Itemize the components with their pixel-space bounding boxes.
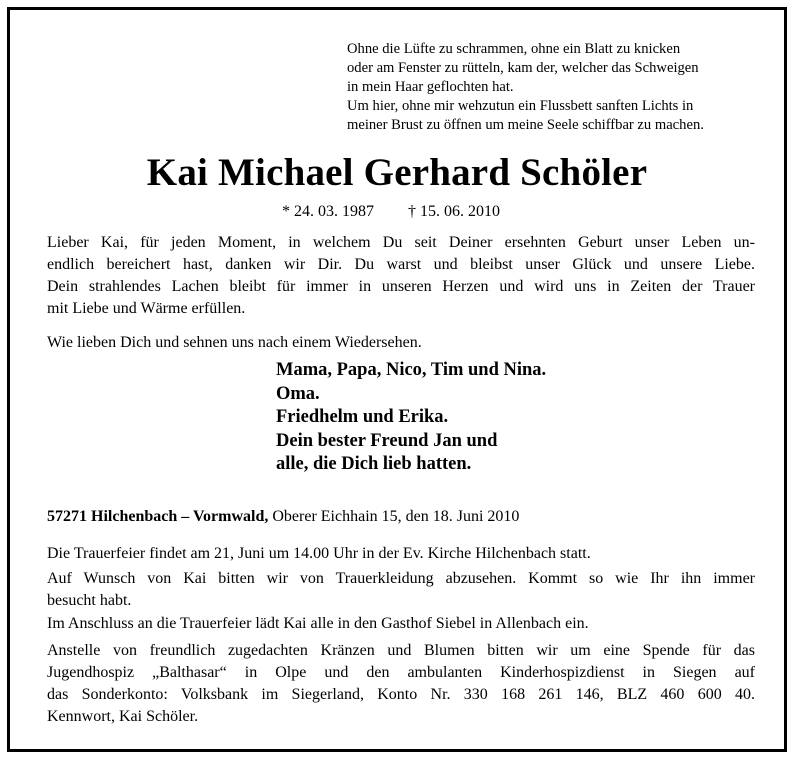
address-line bbox=[47, 506, 755, 528]
donation-line: das Sonderkonto: Volksbank im Siegerland, Konto Nr. 330 168 261 146, BLZ 460 600 40. bbox=[47, 686, 755, 703]
clothing-line: besucht habt. bbox=[47, 592, 132, 609]
mourner-line: alle, die Dich lieb hatten. bbox=[276, 454, 472, 474]
mourner-line: Oma. bbox=[276, 383, 320, 404]
deceased-name: Kai Michael Gerhard Schöler bbox=[146, 151, 648, 194]
poem-line: in mein Haar geflochten hat. bbox=[347, 79, 514, 95]
death-date: † 15. 06. 2010 bbox=[408, 203, 500, 220]
mourner-line: Friedhelm und Erika. bbox=[276, 407, 449, 427]
address-place: 57271 Hilchenbach – Vormwald, bbox=[47, 508, 269, 525]
clothing-info bbox=[47, 568, 755, 612]
donation-line: Jugendhospiz „Balthasar“ in Olpe und den ambulanten Kinderhospizdienst in Siegen auf bbox=[47, 664, 755, 681]
tribute-line: endlich bereichert hast, danken wir Dir. Du warst und bleibst unser Glück und unsere Liebe. bbox=[47, 256, 755, 273]
reception-info: Im Anschluss an die Trauerfeier lädt Kai alle in den Gasthof Siebel in Allenbach ein. bbox=[47, 615, 589, 632]
poem-line: Um hier, ohne mir wehzutun ein Flussbett sanften Lichts in bbox=[347, 98, 694, 114]
funeral-info: Die Trauerfeier findet am 21, Juni um 14.00 Uhr in der Ev. Kirche Hilchenbach statt. bbox=[47, 545, 591, 562]
tribute-paragraph bbox=[47, 232, 755, 320]
address-detail: Oberer Eichhain 15, den 18. Juni 2010 bbox=[268, 508, 520, 525]
life-dates bbox=[282, 202, 500, 222]
poem-line: meiner Brust zu öffnen um meine Seele schiffbar zu machen. bbox=[347, 117, 704, 133]
closing-line: Wie lieben Dich und sehnen uns nach einem Wiedersehen. bbox=[47, 334, 422, 351]
poem bbox=[347, 40, 767, 135]
obituary-notice bbox=[7, 7, 787, 752]
clothing-line: Auf Wunsch von Kai bitten wir von Trauerkleidung abzusehen. Kommt so wie Ihr ihn immer bbox=[47, 570, 755, 587]
donation-line: Kennwort, Kai Schöler. bbox=[47, 708, 199, 725]
donation-line: Anstelle von freundlich zugedachten Kränzen und Blumen bitten wir um eine Spende für das bbox=[47, 642, 755, 659]
tribute-line: Lieber Kai, für jeden Moment, in welchem Du seit Deiner ersehnten Geburt unser Leben un- bbox=[47, 234, 755, 251]
tribute-line: mit Liebe und Wärme erfüllen. bbox=[47, 300, 246, 317]
mourner-line: Mama, Papa, Nico, Tim und Nina. bbox=[276, 360, 547, 380]
mourner-line: Dein bester Freund Jan und bbox=[276, 430, 498, 451]
poem-line: oder am Fenster zu rütteln, kam der, welcher das Schweigen bbox=[347, 60, 699, 76]
tribute-line: Dein strahlendes Lachen bleibt für immer in unseren Herzen und wird uns in Zeiten der Trauer bbox=[47, 278, 755, 295]
birth-date: * 24. 03. 1987 bbox=[282, 203, 374, 220]
mourners-list bbox=[276, 359, 546, 477]
donation-info bbox=[47, 640, 755, 728]
poem-line: Ohne die Lüfte zu schrammen, ohne ein Blatt zu knicken bbox=[347, 41, 681, 57]
